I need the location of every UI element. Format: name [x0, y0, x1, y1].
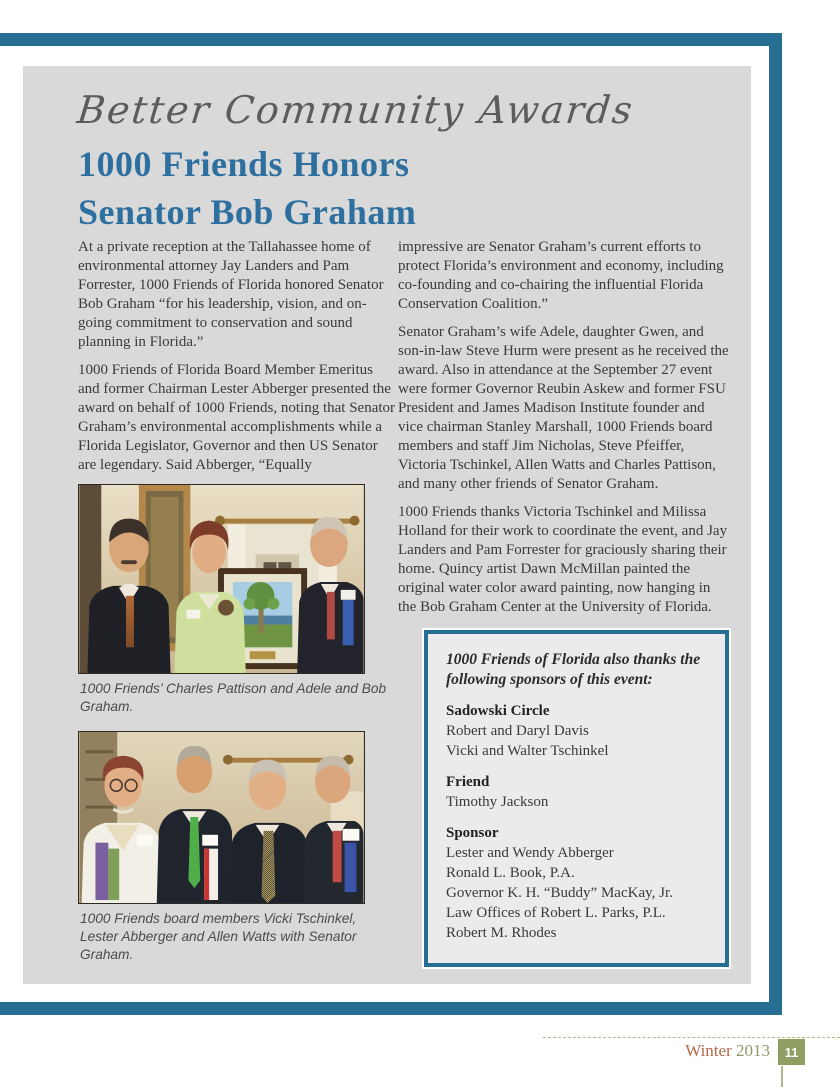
sponsor-name: Timothy Jackson	[446, 794, 549, 810]
sponsor-name: Law Offices of Robert L. Parks, P.L.	[446, 905, 666, 921]
footer-rule	[543, 1037, 840, 1038]
sponsor-section-friend	[446, 772, 709, 812]
footer-vertical-rule	[781, 1066, 783, 1087]
section-script-title: Better Community Awards	[75, 88, 637, 132]
photo-caption: 1000 Friends’ Charles Pattison and Adele and Bob Graham.	[80, 681, 387, 714]
sponsor-name: Robert M. Rhodes	[446, 925, 557, 941]
frame-top-bar	[0, 33, 782, 46]
photo-award-presentation-image	[78, 484, 365, 674]
sponsor-box	[424, 630, 729, 967]
content-panel	[23, 66, 751, 984]
article-title	[78, 140, 416, 236]
photo-board-members	[78, 731, 396, 964]
sponsor-name: Robert and Daryl Davis	[446, 723, 589, 739]
left-column	[78, 238, 396, 964]
body-paragraph: 1000 Friends of Florida Board Member Emeritus and former Chairman Lester Abberger presented the award on behalf of 1000 Friends, noting that Senator Graham’s environmental accomplishments while a Florida Legislator, Governor and then US Senator are legendary. Said Abberger, “Equally	[78, 362, 396, 473]
sponsor-name: Lester and Wendy Abberger	[446, 845, 614, 861]
page-number-badge: 11	[778, 1039, 805, 1065]
body-paragraph: 1000 Friends thanks Victoria Tschinkel and Milissa Holland for their work to coordinate the event, and Jay Landers and Pam Forrester for graciously sharing their home. Quincy artist Dawn McMillan painted the original water color award painting, now hanging in the Bob Graham Center at the University of Florida.	[398, 504, 728, 615]
body-paragraph: Senator Graham’s wife Adele, daughter Gwen, and son-in-law Steve Hurm were present as he received the award. Also in attendance at the September 27 event were former Governor Reubin Askew and former FSU President and James Madison Institute founder and vice chairman Stanley Marshall, 1000 Friends board members and staff Jim Nicholas, Steve Pfeiffer, Victoria Tschinkel, Allen Watts and Charles Pattison, and many other friends of Senator Graham.	[398, 324, 729, 492]
sponsor-name: Governor K. H. “Buddy” MacKay, Jr.	[446, 885, 673, 901]
body-paragraph: At a private reception at the Tallahassee home of environmental attorney Jay Landers and Pam Forrester, 1000 Friends of Florida honored Senator Bob Graham “for his leadership, vision, and on-going commitment to conservation and sound planning in Florida.”	[78, 239, 384, 350]
right-column	[398, 238, 729, 967]
footer-issue	[600, 1041, 770, 1061]
photo-board-members-image	[78, 731, 365, 904]
sponsor-section-sadowski-circle	[446, 701, 709, 761]
article-title-line1: 1000 Friends Honors	[78, 144, 410, 184]
sponsor-section-sponsor	[446, 823, 709, 943]
footer-year: 2013	[736, 1041, 770, 1060]
article-title-line2: Senator Bob Graham	[78, 192, 417, 232]
footer-season: Winter	[685, 1041, 732, 1060]
sponsor-name: Ronald L. Book, P.A.	[446, 865, 575, 881]
frame-bottom-bar	[0, 1002, 782, 1015]
sponsor-name: Vicki and Walter Tschinkel	[446, 743, 609, 759]
frame-right-bar	[769, 33, 782, 1015]
body-paragraph: impressive are Senator Graham’s current efforts to protect Florida’s environment and economy, including co-founding and co-chairing the influential Florida Conservation Coalition.”	[398, 239, 724, 312]
sponsor-tier-title: Sponsor	[446, 825, 499, 841]
photo-award-presentation	[78, 484, 396, 716]
sponsor-tier-title: Friend	[446, 774, 490, 790]
sponsor-tier-title: Sadowski Circle	[446, 703, 550, 719]
photo-caption: 1000 Friends board members Vicki Tschinkel, Lester Abberger and Allen Watts with Senator Graham.	[80, 911, 357, 962]
sponsor-box-heading: 1000 Friends of Florida also thanks the following sponsors of this event:	[446, 651, 701, 688]
